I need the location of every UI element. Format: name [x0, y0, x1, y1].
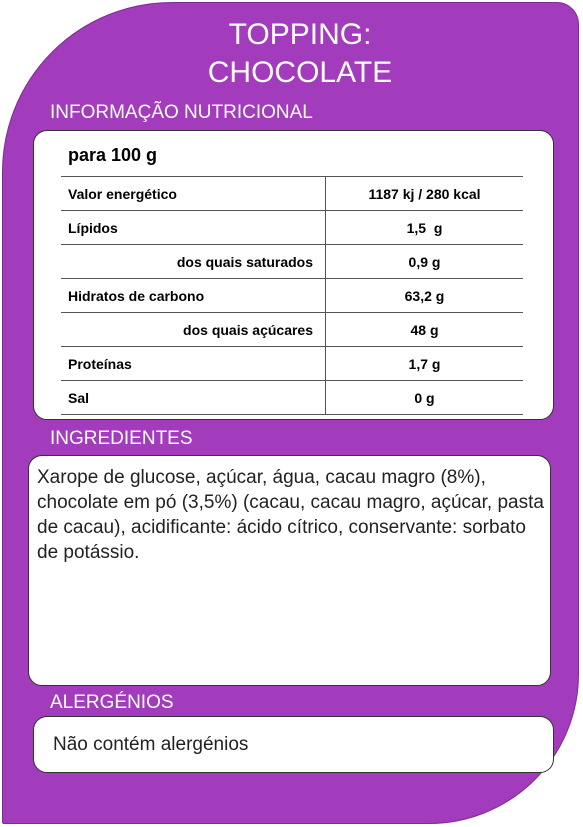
table-row: [61, 313, 523, 347]
nutrient-value: 1187 kj / 280 kcal: [326, 177, 524, 211]
nutrition-table: [61, 176, 523, 415]
ingredients-text: Xarope de glucose, açúcar, água, cacau magro (8%), chocolate em pó (3,5%) (cacau, cacau magro, açúcar, pasta de cacau), acidificante: ácido cítrico, conservante: sorbato de potássio.: [37, 467, 544, 563]
nutrition-panel: [33, 130, 554, 420]
nutrient-subname: dos quais saturados: [61, 245, 326, 279]
allergens-section-title: ALERGÉNIOS: [50, 692, 174, 713]
table-row: [61, 347, 523, 381]
per-100g-label: para 100 g: [68, 145, 158, 165]
nutrient-value: 1,5 g: [326, 211, 524, 245]
nutrient-name: Hidratos de carbono: [61, 279, 326, 313]
table-row: [61, 279, 523, 313]
ingredients-panel: [28, 455, 551, 686]
nutrient-name: Valor energético: [61, 177, 326, 211]
nutrient-subname: dos quais açúcares: [61, 313, 326, 347]
nutrient-value: 63,2 g: [326, 279, 524, 313]
table-row: [61, 211, 523, 245]
table-row: [61, 177, 523, 211]
nutrient-name: Proteínas: [61, 347, 326, 381]
allergens-text: Não contém alergénios: [53, 734, 249, 755]
allergens-panel: [33, 716, 554, 773]
nutrient-value: 0 g: [326, 381, 524, 415]
table-row: [61, 245, 523, 279]
nutrition-section-title: INFORMAÇÃO NUTRICIONAL: [50, 102, 313, 123]
product-title-line1: TOPPING:: [228, 18, 372, 51]
ingredients-section-title: INGREDIENTES: [50, 428, 193, 449]
nutrient-value: 1,7 g: [326, 347, 524, 381]
nutrient-name: Lípidos: [61, 211, 326, 245]
product-title-line2: CHOCOLATE: [207, 56, 393, 89]
nutrient-name: Sal: [61, 381, 326, 415]
table-row: [61, 381, 523, 415]
nutrient-value: 0,9 g: [326, 245, 524, 279]
nutrient-value: 48 g: [326, 313, 524, 347]
